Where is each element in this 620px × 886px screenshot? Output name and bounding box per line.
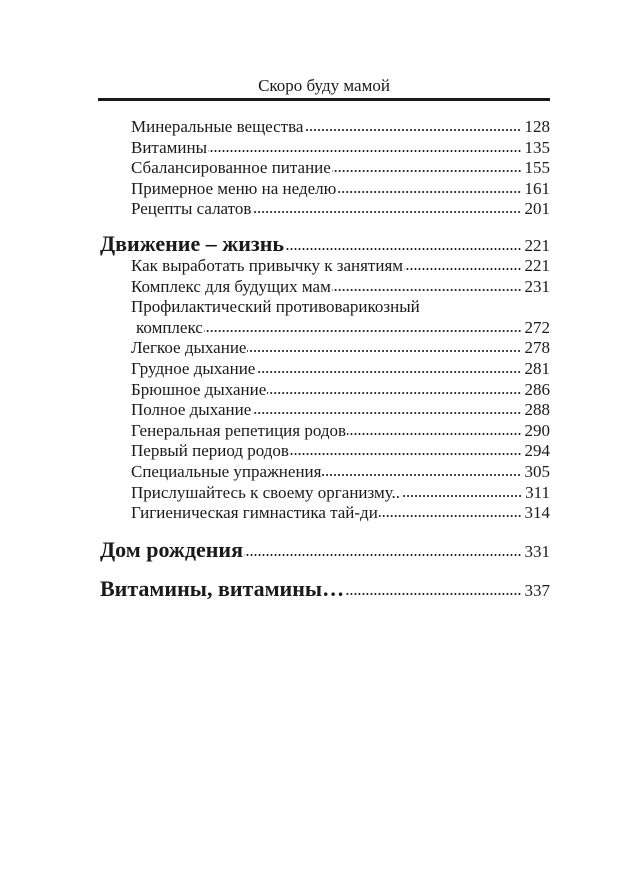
toc-entry [100,277,550,298]
toc-page-number: 278 [524,338,550,358]
toc-page-number: 337 [524,580,550,600]
toc-entry [100,199,550,220]
toc-section-entry [100,537,550,565]
dot-leader [337,190,521,194]
toc-entry-title: Движение – жизнь [100,230,285,256]
toc-page-number: 161 [524,178,550,198]
toc-page-number: 135 [524,137,550,157]
toc-entry [100,158,550,179]
toc-entry-title: Рецепты салатов [131,199,252,219]
toc-entry [100,338,550,359]
dot-leader [204,329,522,333]
toc-entry [100,117,550,138]
dot-leader [244,553,522,557]
toc-entry-title: Сбалансированное питание [131,158,331,178]
toc-entry [100,462,550,483]
toc-entry [100,318,550,339]
toc-page-number: 294 [524,441,550,461]
toc-page-number: 155 [524,158,550,178]
toc-entry [100,441,550,462]
header-rule [98,98,550,101]
dot-leader [304,128,521,132]
toc-page-number: 221 [524,235,550,255]
toc-entry [100,380,550,401]
toc-page-number: 290 [524,420,550,440]
toc-entry-title: Первый период родов [131,441,289,461]
toc-page-number: 201 [524,199,550,219]
dot-leader [345,592,521,596]
toc-entry-title: Полное дыхание [131,400,252,420]
toc-entry-title: Генеральная репетиция родов [131,420,347,440]
toc-entry [100,483,550,504]
dot-leader [332,288,522,292]
toc-entry-title: Витамины [131,137,207,157]
toc-page-number: 305 [524,461,550,481]
toc-entry-title: Комплекс для будущих мам [131,276,331,296]
dot-leader [379,514,522,518]
toc-entry-title: Легкое дыхание [131,338,247,358]
toc-entry-title: Профилактический противоварикозный [131,297,420,317]
dot-leader [322,473,521,477]
toc-page-number: 231 [524,276,550,296]
toc-section-entry [100,576,550,604]
running-title: Скоро буду мамой [258,76,390,95]
toc-entry [100,503,550,524]
table-of-contents [100,117,550,604]
toc-page-number: 272 [524,317,550,337]
toc-entry-title: Минеральные вещества [131,117,304,136]
toc-entry-title: Примерное меню на неделю [131,178,337,198]
dot-leader [247,349,521,353]
toc-page-number: 311 [525,482,550,502]
toc-entry [100,256,550,277]
dot-leader [332,169,522,173]
dot-leader [252,210,521,214]
toc-entry [100,297,550,318]
toc-page-number: 128 [524,117,550,136]
toc-section-entry [100,231,550,259]
toc-entry [100,138,550,159]
dot-leader [290,452,522,456]
dot-leader [404,267,521,271]
toc-entry-title: Дом рождения [100,536,243,562]
toc-entry [100,179,550,200]
toc-entry-title: комплекс [136,317,203,337]
toc-entry-title: Гигиеническая гимнастика тай-ди [131,503,378,523]
dot-leader [285,247,521,251]
toc-entry-title: Как выработать привычку к занятиям [131,255,404,275]
toc-entry [100,359,550,380]
toc-entry-title: Витамины, витамины… [100,575,345,601]
toc-entry-title: Специальные упражнения [131,461,322,481]
toc-entry [100,421,550,442]
toc-page-number: 331 [524,541,550,561]
dot-leader [347,432,521,436]
dot-leader [401,494,522,498]
toc-page-number: 314 [524,503,550,523]
toc-page-number: 288 [524,400,550,420]
toc-entry-title: Брюшное дыхание [131,379,267,399]
toc-page-number: 281 [524,358,550,378]
toc-entry [100,400,550,421]
toc-page-number: 286 [524,379,550,399]
dot-leader [252,411,521,415]
dot-leader [267,391,521,395]
dot-leader [208,149,522,153]
toc-page-number: 221 [524,255,550,275]
dot-leader [256,370,521,374]
toc-entry-title: Грудное дыхание [131,358,256,378]
toc-entry-title: Прислушайтесь к своему организму.. [131,482,401,502]
